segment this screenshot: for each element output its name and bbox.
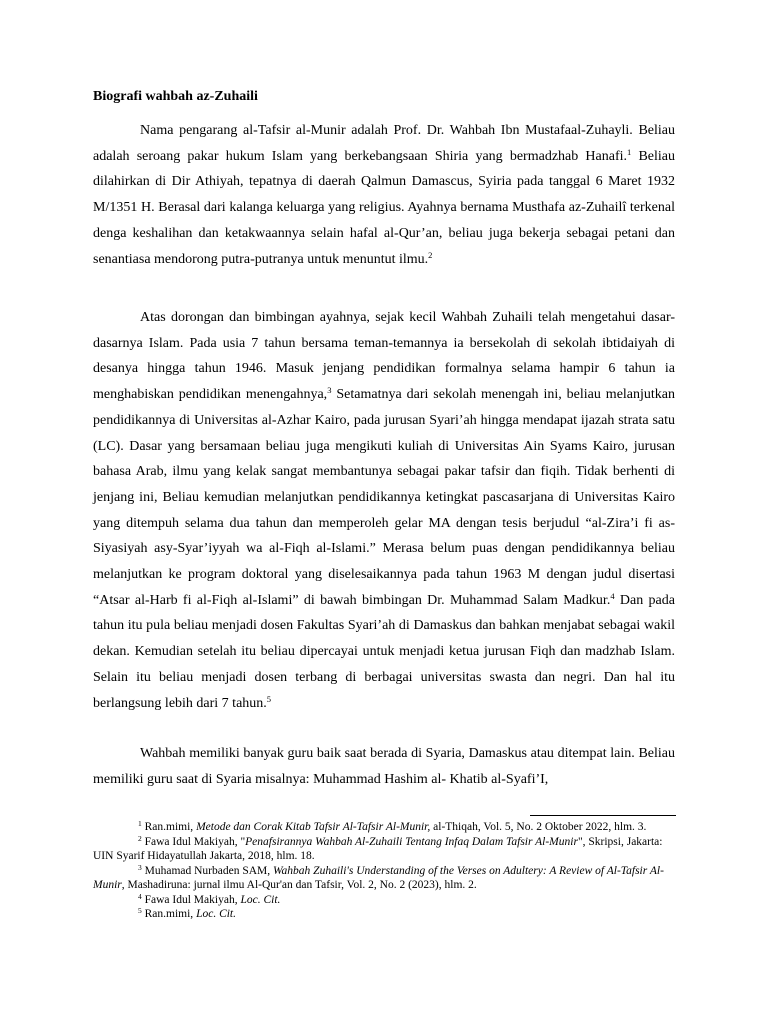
footnotes — [93, 820, 675, 922]
footnote-source: ", Skripsi, Jakarta: UIN Syarif Hidayatullah Jakarta, 2018, hlm. 18. — [93, 835, 663, 862]
footnote-author: Muhamad Nurbaden SAM, — [141, 864, 274, 877]
footnote-ref-3[interactable]: 3 — [327, 385, 332, 396]
footnote-ref-2[interactable]: 2 — [428, 249, 433, 260]
footnote-number: 2 — [138, 833, 142, 843]
paragraph-2-text-b: Setamatnya dari sekolah menengah ini, beliau melanjutkan pendidikannya di Universitas al-Azhar Kairo, pada jurusan Syari’ah hingga mendapat ijazah strata satu (LC). Dasar yang bersamaan beliau juga mengikuti kuliah di Universitas Ain Syams Kairo, jurusan bahasa Arab, ilmu yang kelak sangat membantunya sebagai pakar tafsir dan fiqih. Tidak berhenti di jenjang ini, Beliau kemudian melanjutkan pendidikannya ketingkat pascasarjana di Universitas Kairo yang ditempuh selama dua tahun dan memperoleh gelar MA dengan tesis berjudul “al-Zira’i fi as-Siyasiyah asy-Syar’iyyah wa al-Fiqh al-Islami.” Merasa belum puas dengan pendidikannya beliau melanjutkan ke program doktoral yang diselesaikannya pada tahun 1963 M dengan judul disertasi “Atsar al-Harb fi al-Fiqh al-Islami” di bawah bimbingan Dr. Muhammad Salam Madkur. — [93, 387, 675, 608]
footnote-3 — [93, 864, 675, 893]
footnote-author: Ran.mimi, — [141, 821, 197, 833]
footnote-2 — [93, 835, 675, 864]
paragraph-3-text: Wahbah memiliki banyak guru baik saat berada di Syaria, Damaskus atau ditempat lain. Beliau memiliki guru saat di Syaria misalnya: Muhammad Hashim al- Khatib al-Syafi’I, — [93, 746, 675, 787]
paragraph-1-text-a: Nama pengarang al-Tafsir al-Munir adalah Prof. Dr. Wahbah Ibn Mustafaal-Zuhayli. Beliau adalah seroang pakar hukum Islam yang berkebangsaan Shiria yang bermadzhab Hanafi. — [93, 123, 675, 164]
footnote-author: Fawa Idul Makiyah, — [141, 893, 241, 906]
paragraph-2-text-a: Atas dorongan dan bimbingan ayahnya, sejak kecil Wahbah Zuhaili telah mengetahui dasar-dasarnya Islam. Pada usia 7 tahun bersama teman-temannya ia bersekolah di sekolah ibtidaiyah di desanya hingga tahun 1946. Masuk jenjang pendidikan formalnya selama hampir 6 tahun ia menghabiskan pendidikan menengahnya, — [93, 310, 675, 403]
paragraph-1 — [93, 118, 675, 272]
footnote-title: Metode dan Corak Kitab Tafsir Al-Tafsir Al-Munir, — [196, 821, 431, 833]
paragraph-2 — [93, 305, 675, 716]
footnote-author: Fawa Idul Makiyah, " — [141, 835, 246, 848]
footnote-1 — [93, 820, 675, 835]
paragraph-3 — [93, 741, 675, 792]
footnote-4 — [93, 893, 675, 908]
footnote-number: 4 — [138, 891, 142, 901]
footnote-number: 5 — [138, 906, 142, 915]
footnote-author: Ran.mimi, — [141, 908, 197, 920]
footnote-title: Wahbah Zuhaili's Understanding of the Verses on Adultery: A Review of Al-Tafsir Al-Munir — [93, 864, 664, 891]
footnote-source: , Mashadiruna: jurnal ilmu Al-Qur'an dan Tafsir, Vol. 2, No. 2 (2023), hlm. 2. — [121, 879, 477, 891]
footnote-title: Loc. Cit. — [196, 908, 236, 920]
paragraph-2-text-c: Dan pada tahun itu pula beliau menjadi dosen Fakultas Syari’ah di Damaskus dan bahkan menjabat sebagai wakil dekan. Kemudian setelah itu beliau dipercayai untuk menjadi ketua jurusan Fiqh dan madzhab Islam. Selain itu beliau menjadi dosen terbang di berbagai universitas swasta dan negri. Dan hal itu berlangsung lebih dari 7 tahun. — [93, 592, 675, 711]
footnote-number: 3 — [138, 862, 142, 872]
paragraph-1-text-b: Beliau dilahirkan di Dir Athiyah, tepatnya di daerah Qalmun Damascus, Syiria pada tanggal 6 Maret 1932 M/1351 H. Berasal dari kalanga keluarga yang religius. Ayahnya bernama Musthafa az-Zuhailî terkenal denga keshalihan dan ketakwaannya selain hafal al-Qur’an, beliau juga bekerja sebagai petani dan senantiasa mendorong putra-putranya untuk menuntut ilmu. — [93, 148, 676, 267]
footnote-ref-1[interactable]: 1 — [627, 146, 632, 157]
footnote-5 — [93, 907, 675, 922]
footnote-title: Loc. Cit. — [240, 893, 281, 906]
footnote-ref-5[interactable]: 5 — [266, 693, 272, 704]
section-heading: Biografi wahbah az-Zuhaili — [93, 89, 258, 104]
footnote-number: 1 — [138, 819, 142, 828]
footnote-title: Penafsirannya Wahbah Al-Zuhaili Tentang Infaq Dalam Tafsir Al-Munir — [245, 835, 578, 848]
footnote-separator — [530, 815, 676, 816]
footnote-ref-4[interactable]: 4 — [610, 590, 615, 601]
footnote-source: al-Thiqah, Vol. 5, No. 2 Oktober 2022, hlm. 3. — [430, 821, 647, 833]
